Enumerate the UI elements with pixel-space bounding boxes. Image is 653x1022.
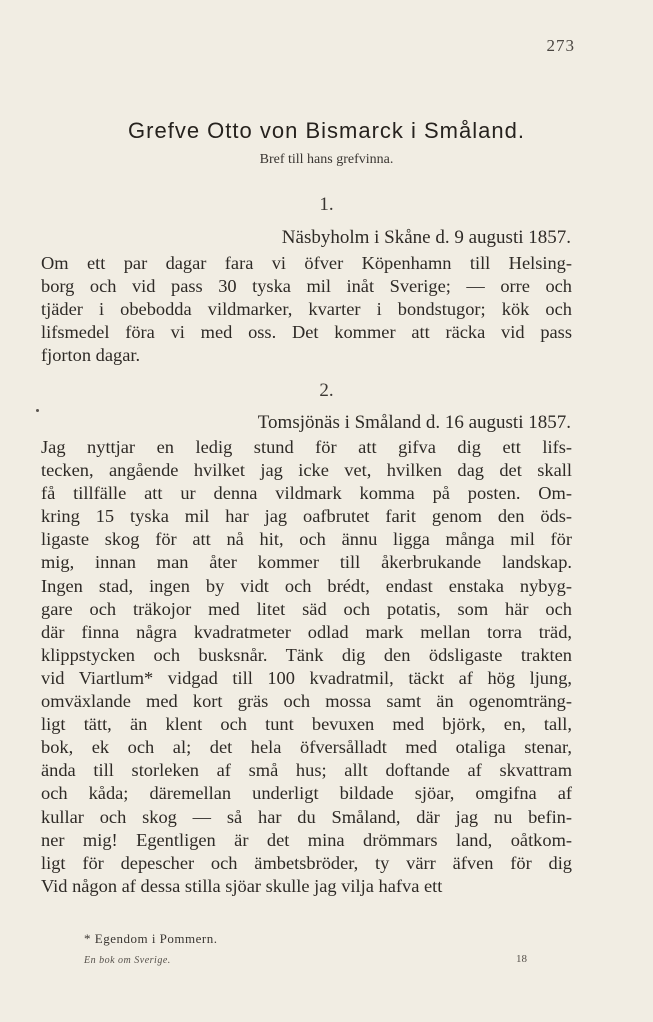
text-line: och kåda; däremellan underligt bildade sjöar, omgifna af: [41, 783, 572, 804]
page-subtitle: Bref till hans grefvinna.: [259, 152, 394, 167]
text-line: gare och träkojor med litet säd och potatis, som här och: [41, 598, 572, 619]
letter-2-body: [41, 436, 572, 898]
text-line: bok, ek och al; det hela öfversålladt med otaliga stenar,: [41, 737, 572, 758]
text-line: ända till storleken af små hus; allt doftande af skvattram: [41, 760, 572, 781]
letter-1-dateline: Näsbyholm i Skåne d. 9 augusti 1857.: [281, 227, 571, 248]
text-line: fjorton dagar.: [41, 345, 141, 366]
text-line: vid Viartlum* vidgad till 100 kvadratmil, täckt af hög ljung,: [41, 667, 572, 688]
text-line: Jag nyttjar en ledig stund för att gifva dig ett lifs-: [41, 437, 572, 457]
footnote: * Egendom i Pommern.: [84, 931, 218, 946]
page-title: Grefve Otto von Bismarck i Småland.: [128, 118, 525, 143]
letter-1-number: 1.: [319, 194, 334, 215]
text-line: kring 15 tyska mil har jag oafbrutet farit genom den öds-: [41, 506, 572, 527]
text-line: lifsmedel föra vi med oss. Det kommer att räcka vid pass: [41, 322, 572, 343]
margin-mark: [36, 409, 39, 412]
text-line: ligaste skog för att nå hit, och ännu ligga många mil för: [41, 529, 572, 550]
text-line: omväxlande med kort gräs och mossa samt än ogenomträng-: [41, 691, 572, 712]
text-line: ner mig! Egentligen är det mina drömmars land, oåtkom-: [41, 829, 572, 850]
text-line: ligt tätt, än klent och tunt bevuxen med björk, en, tall,: [41, 714, 572, 735]
text-line: Om ett par dagar fara vi öfver Köpenhamn till Helsing-: [41, 253, 572, 273]
letter-2-dateline: Tomsjönäs i Småland d. 16 augusti 1857.: [257, 412, 571, 433]
text-line: klippstycken och busksnår. Tänk dig den ödsligaste trakten: [41, 644, 572, 665]
text-line: ligt för depescher och ämbetsbröder, ty värr äfven för dig: [41, 852, 572, 873]
text-line: Ingen stad, ingen by vidt och brédt, endast enstaka nybyg-: [41, 575, 572, 596]
text-line: där finna några kvadratmeter odlad mark mellan torra träd,: [41, 621, 572, 642]
page-number: 273: [546, 36, 575, 55]
text-line: kullar och skog — så har du Småland, där jag nu befin-: [41, 806, 572, 827]
footer-book-title: En bok om Sverige.: [84, 955, 171, 966]
text-line: få tillfälle att ur denna vildmark komma på posten. Om-: [41, 483, 572, 504]
text-line: mig, innan man åter kommer till åkerbrukande landskap.: [41, 552, 572, 573]
text-line: Vid någon af dessa stilla sjöar skulle jag vilja hafva ett: [41, 875, 443, 896]
footer-signature-mark: 18: [516, 953, 527, 965]
text-line: borg och vid pass 30 tyska mil inåt Sverige; — orre och: [41, 276, 572, 297]
text-line: tecken, angående hvilket jag icke vet, hvilken dag det skall: [41, 460, 572, 481]
letter-1-body: [41, 252, 572, 367]
letter-2-number: 2.: [319, 380, 334, 401]
text-line: tjäder i obebodda vildmarker, kvarter i bondstugor; kök och: [41, 299, 572, 320]
